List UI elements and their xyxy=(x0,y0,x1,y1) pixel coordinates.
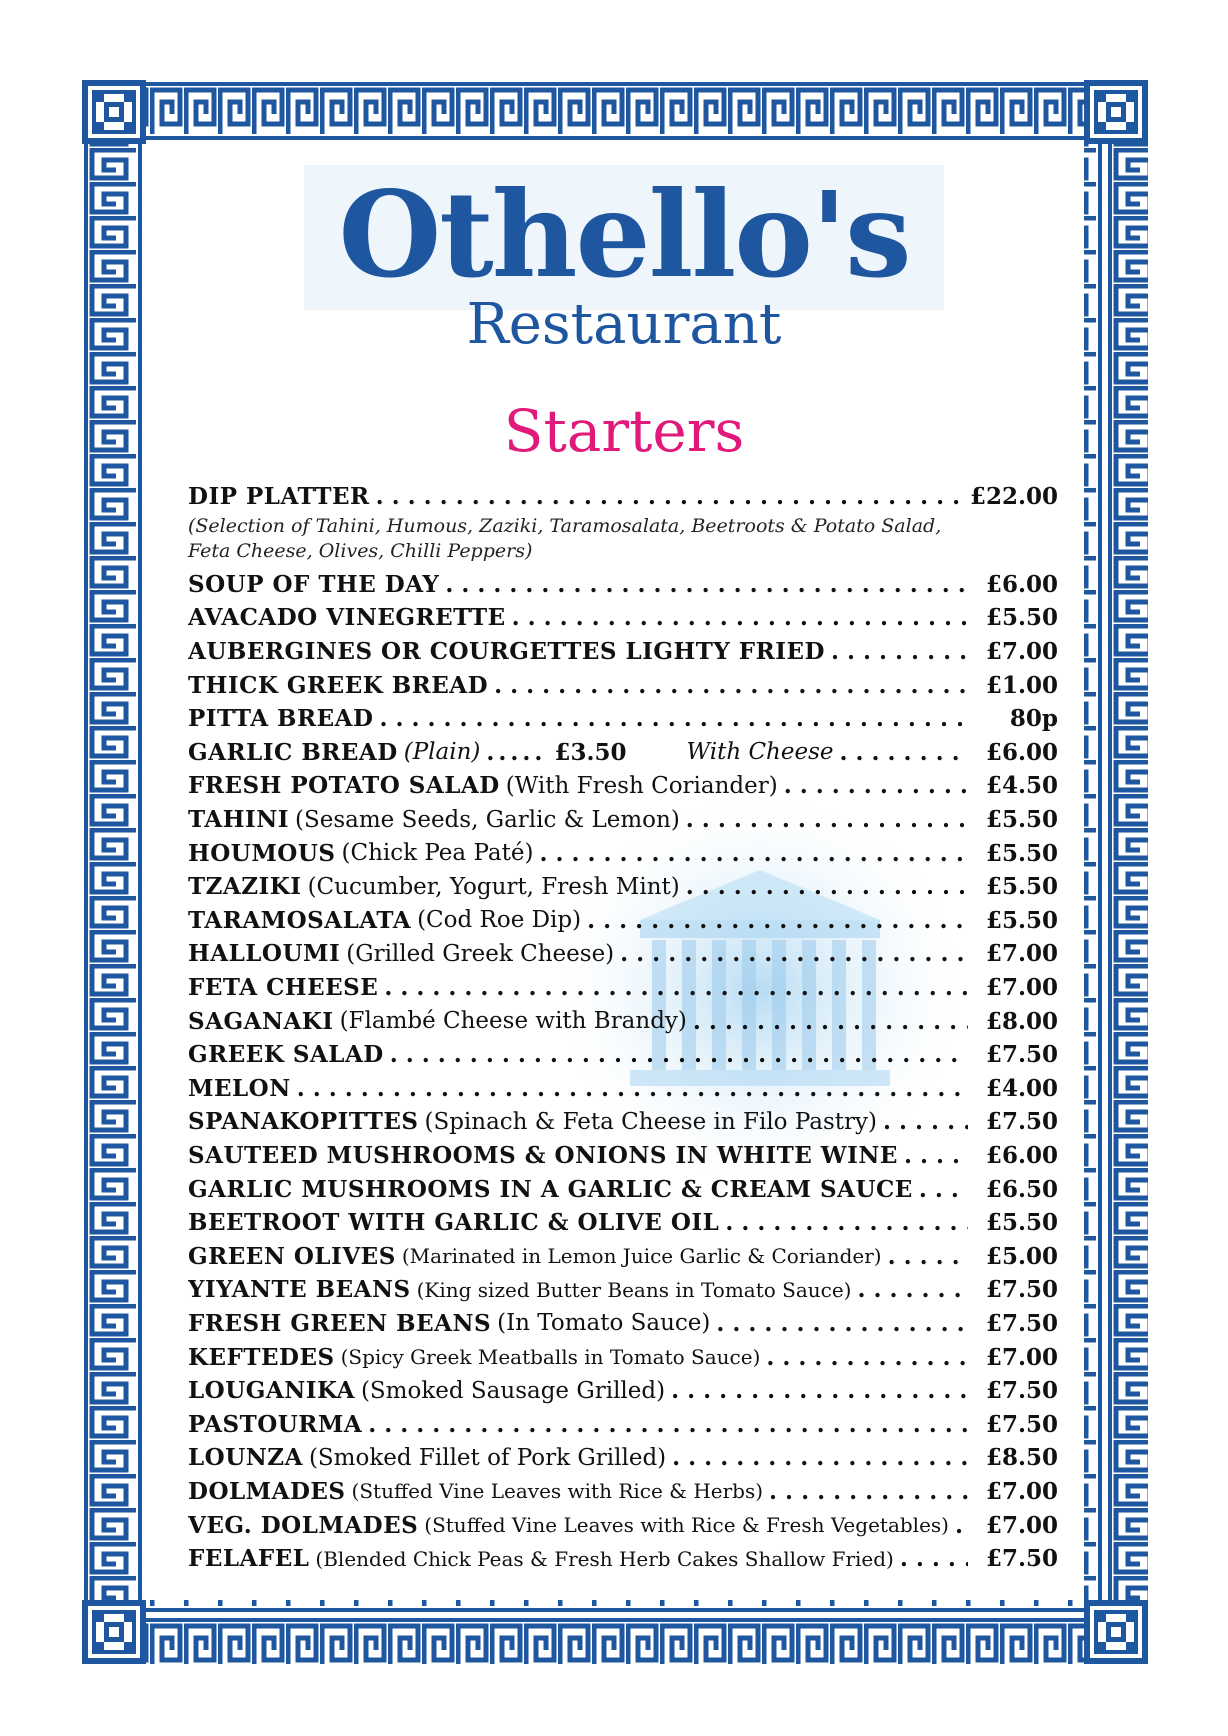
item-price: £7.50 xyxy=(985,1410,1058,1438)
leader-dots xyxy=(620,940,968,967)
item-description: (Cod Roe Dip) xyxy=(417,907,582,934)
section-title: Starters xyxy=(503,397,745,465)
item-name: FRESH POTATO SALAD xyxy=(188,772,500,800)
leader-dots xyxy=(831,638,968,665)
item-name: MELON xyxy=(188,1074,291,1102)
leader-dots xyxy=(883,1108,968,1135)
item-price: £5.50 xyxy=(985,839,1058,867)
item-price: £4.00 xyxy=(985,1074,1058,1102)
item-description: (Plain) xyxy=(403,739,481,766)
item-description: (Cucumber, Yogurt, Fresh Mint) xyxy=(307,873,680,900)
item-price: £7.50 xyxy=(985,1545,1058,1573)
leader-dots xyxy=(686,806,968,833)
item-price: £7.00 xyxy=(985,940,1058,968)
item-description: (Blended Chick Peas & Fresh Herb Cakes Shallow Fried) xyxy=(315,1546,894,1571)
leader-dots xyxy=(379,705,968,732)
leader-dots xyxy=(716,1310,968,1337)
menu-item xyxy=(188,1105,1058,1139)
menu-item xyxy=(188,668,1058,702)
leader-dots: ..... xyxy=(486,738,547,766)
menu-item xyxy=(188,1172,1058,1206)
item-description: (Chick Pea Paté) xyxy=(341,840,534,867)
item-name: HALLOUMI xyxy=(188,940,341,968)
item-name: FELAFEL xyxy=(188,1545,310,1573)
item-description: (Spicy Greek Meatballs in Tomato Sauce) xyxy=(340,1345,761,1370)
item-name: SOUP OF THE DAY xyxy=(188,570,440,598)
leader-dots xyxy=(725,1209,968,1236)
item-name: TAHINI xyxy=(188,806,289,834)
item-name: DOLMADES xyxy=(188,1477,346,1505)
menu-item xyxy=(188,1475,1058,1509)
item-price: £7.00 xyxy=(985,638,1058,666)
item-price: £6.00 xyxy=(985,1141,1058,1169)
restaurant-logo: Othello's xyxy=(338,165,910,304)
leader-dots xyxy=(376,483,960,510)
item-name: PASTOURMA xyxy=(188,1410,363,1438)
item-name: TARAMOSALATA xyxy=(188,906,412,934)
item-description: (In Tomato Sauce) xyxy=(497,1310,711,1337)
menu-item xyxy=(188,1004,1058,1038)
dip-platter-note: (Selection of Tahini, Humous, Zaziki, Taramosalata, Beetroots & Potato Salad, Feta Cheese, Olives, Chilli Peppers) xyxy=(188,514,942,562)
menu-item xyxy=(188,568,1058,602)
leader-dots xyxy=(900,1545,968,1572)
leader-dots xyxy=(686,873,968,900)
menu-item xyxy=(188,1441,1058,1475)
item-name: FRESH GREEN BEANS xyxy=(188,1309,492,1337)
item-description: (Smoked Sausage Grilled) xyxy=(360,1377,666,1404)
item-name: KEFTEDES xyxy=(188,1343,335,1371)
item-price: £7.00 xyxy=(985,1477,1058,1505)
item-description: (King sized Butter Beans in Tomato Sauce) xyxy=(416,1277,852,1302)
item-description: (Smoked Fillet of Pork Grilled) xyxy=(308,1444,667,1471)
item-name: DIP PLATTER xyxy=(188,483,370,511)
menu-item xyxy=(188,1340,1058,1374)
leader-dots xyxy=(539,840,968,867)
leader-dots xyxy=(494,672,968,699)
leader-dots xyxy=(384,974,968,1001)
menu-item xyxy=(188,480,1058,514)
item-name: SAUTEED MUSHROOMS & ONIONS IN WHITE WINE xyxy=(188,1141,898,1169)
item-description: (Marinated in Lemon Juice Garlic & Coriander) xyxy=(401,1244,882,1269)
item-name: AUBERGINES OR COURGETTES LIGHTY FRIED xyxy=(188,638,825,666)
item-name: YIYANTE BEANS xyxy=(188,1276,411,1304)
leader-dots xyxy=(390,1041,968,1068)
menu-items-group xyxy=(188,568,1058,736)
menu-item xyxy=(188,1542,1058,1576)
item-name: HOUMOUS xyxy=(188,839,336,867)
menu-item xyxy=(188,1374,1058,1408)
menu-item xyxy=(188,1038,1058,1072)
menu-item xyxy=(188,803,1058,837)
leader-dots xyxy=(904,1142,968,1169)
leader-dots xyxy=(955,1512,968,1539)
item-name: THICK GREEK BREAD xyxy=(188,671,489,699)
item-price: £8.50 xyxy=(985,1444,1058,1472)
item-name: VEG. DOLMADES xyxy=(188,1511,419,1539)
item-name: GREEN OLIVES xyxy=(188,1242,396,1270)
item-name: GREEK SALAD xyxy=(188,1041,384,1069)
item-price: £8.00 xyxy=(985,1007,1058,1035)
menu-list xyxy=(188,480,1058,1575)
item-price: £5.50 xyxy=(985,1209,1058,1237)
item-name: SPANAKOPITTES xyxy=(188,1108,419,1136)
menu-item xyxy=(188,736,1058,770)
item-name: GARLIC BREAD xyxy=(188,738,398,766)
item-price: £6.50 xyxy=(985,1175,1058,1203)
leader-dots xyxy=(840,739,969,766)
leader-dots xyxy=(919,1176,968,1203)
menu-items-group xyxy=(188,769,1058,1575)
leader-dots xyxy=(888,1243,968,1270)
item-name: FETA CHEESE xyxy=(188,974,379,1002)
item-name: GARLIC MUSHROOMS IN A GARLIC & CREAM SAUCE xyxy=(188,1175,913,1203)
item-price: £22.00 xyxy=(969,483,1058,511)
menu-item xyxy=(188,769,1058,803)
item-description: (Stuffed Vine Leaves with Rice & Fresh Vegetables) xyxy=(424,1513,949,1538)
item-name: SAGANAKI xyxy=(188,1007,334,1035)
menu-item xyxy=(188,836,1058,870)
leader-dots xyxy=(512,604,968,631)
item-price: £5.50 xyxy=(985,604,1058,632)
leader-dots xyxy=(671,1377,968,1404)
plain-price: £3.50 xyxy=(554,738,627,766)
item-price: £7.50 xyxy=(985,1276,1058,1304)
item-description: (Spinach & Feta Cheese in Filo Pastry) xyxy=(424,1108,878,1135)
item-price: £1.00 xyxy=(985,671,1058,699)
item-price: £7.00 xyxy=(985,1511,1058,1539)
item-name: LOUNZA xyxy=(188,1444,303,1472)
leader-dots xyxy=(766,1344,968,1371)
item-name: AVACADO VINEGRETTE xyxy=(188,604,506,632)
item-price: £7.00 xyxy=(985,1343,1058,1371)
menu-item xyxy=(188,904,1058,938)
with-cheese-label: With Cheese xyxy=(686,739,834,766)
leader-dots xyxy=(587,907,968,934)
leader-dots xyxy=(769,1478,968,1505)
item-name: BEETROOT WITH GARLIC & OLIVE OIL xyxy=(188,1209,720,1237)
leader-dots xyxy=(672,1444,968,1471)
menu-item xyxy=(188,1407,1058,1441)
item-name: PITTA BREAD xyxy=(188,705,374,733)
item-name: LOUGANIKA xyxy=(188,1377,355,1405)
menu-item xyxy=(188,601,1058,635)
item-description: (Stuffed Vine Leaves with Rice & Herbs) xyxy=(351,1479,764,1504)
item-price: £4.50 xyxy=(985,772,1058,800)
leader-dots xyxy=(368,1411,968,1438)
menu-item xyxy=(188,1239,1058,1273)
menu-item xyxy=(188,1307,1058,1341)
item-price: 80p xyxy=(1009,705,1058,733)
item-price: £5.00 xyxy=(985,1242,1058,1270)
item-name: TZAZIKI xyxy=(188,873,302,901)
item-price: £5.50 xyxy=(985,806,1058,834)
item-price: £7.50 xyxy=(985,1041,1058,1069)
item-price: £7.50 xyxy=(985,1377,1058,1405)
leader-dots xyxy=(784,772,968,799)
item-price: £5.50 xyxy=(985,906,1058,934)
menu-item xyxy=(188,971,1058,1005)
menu-item xyxy=(188,1072,1058,1106)
leader-dots xyxy=(297,1075,968,1102)
item-description: (Flambé Cheese with Brandy) xyxy=(339,1008,687,1035)
item-price: £7.00 xyxy=(985,974,1058,1002)
item-price: £7.50 xyxy=(985,1309,1058,1337)
item-description: (Grilled Greek Cheese) xyxy=(346,940,615,967)
item-description: (With Fresh Coriander) xyxy=(505,772,778,799)
menu-item xyxy=(188,702,1058,736)
leader-dots xyxy=(693,1008,968,1035)
menu-item xyxy=(188,1139,1058,1173)
item-price: £5.50 xyxy=(985,873,1058,901)
restaurant-subtitle: Restaurant xyxy=(466,292,782,357)
item-price: £6.00 xyxy=(985,570,1058,598)
menu-item xyxy=(188,870,1058,904)
menu-item xyxy=(188,1508,1058,1542)
item-price: £7.50 xyxy=(985,1108,1058,1136)
menu-item xyxy=(188,635,1058,669)
item-price: £6.00 xyxy=(985,738,1058,766)
leader-dots xyxy=(445,571,968,598)
leader-dots xyxy=(857,1276,968,1303)
item-description: (Sesame Seeds, Garlic & Lemon) xyxy=(294,806,680,833)
menu-item xyxy=(188,937,1058,971)
menu-item xyxy=(188,1273,1058,1307)
menu-item xyxy=(188,1206,1058,1240)
